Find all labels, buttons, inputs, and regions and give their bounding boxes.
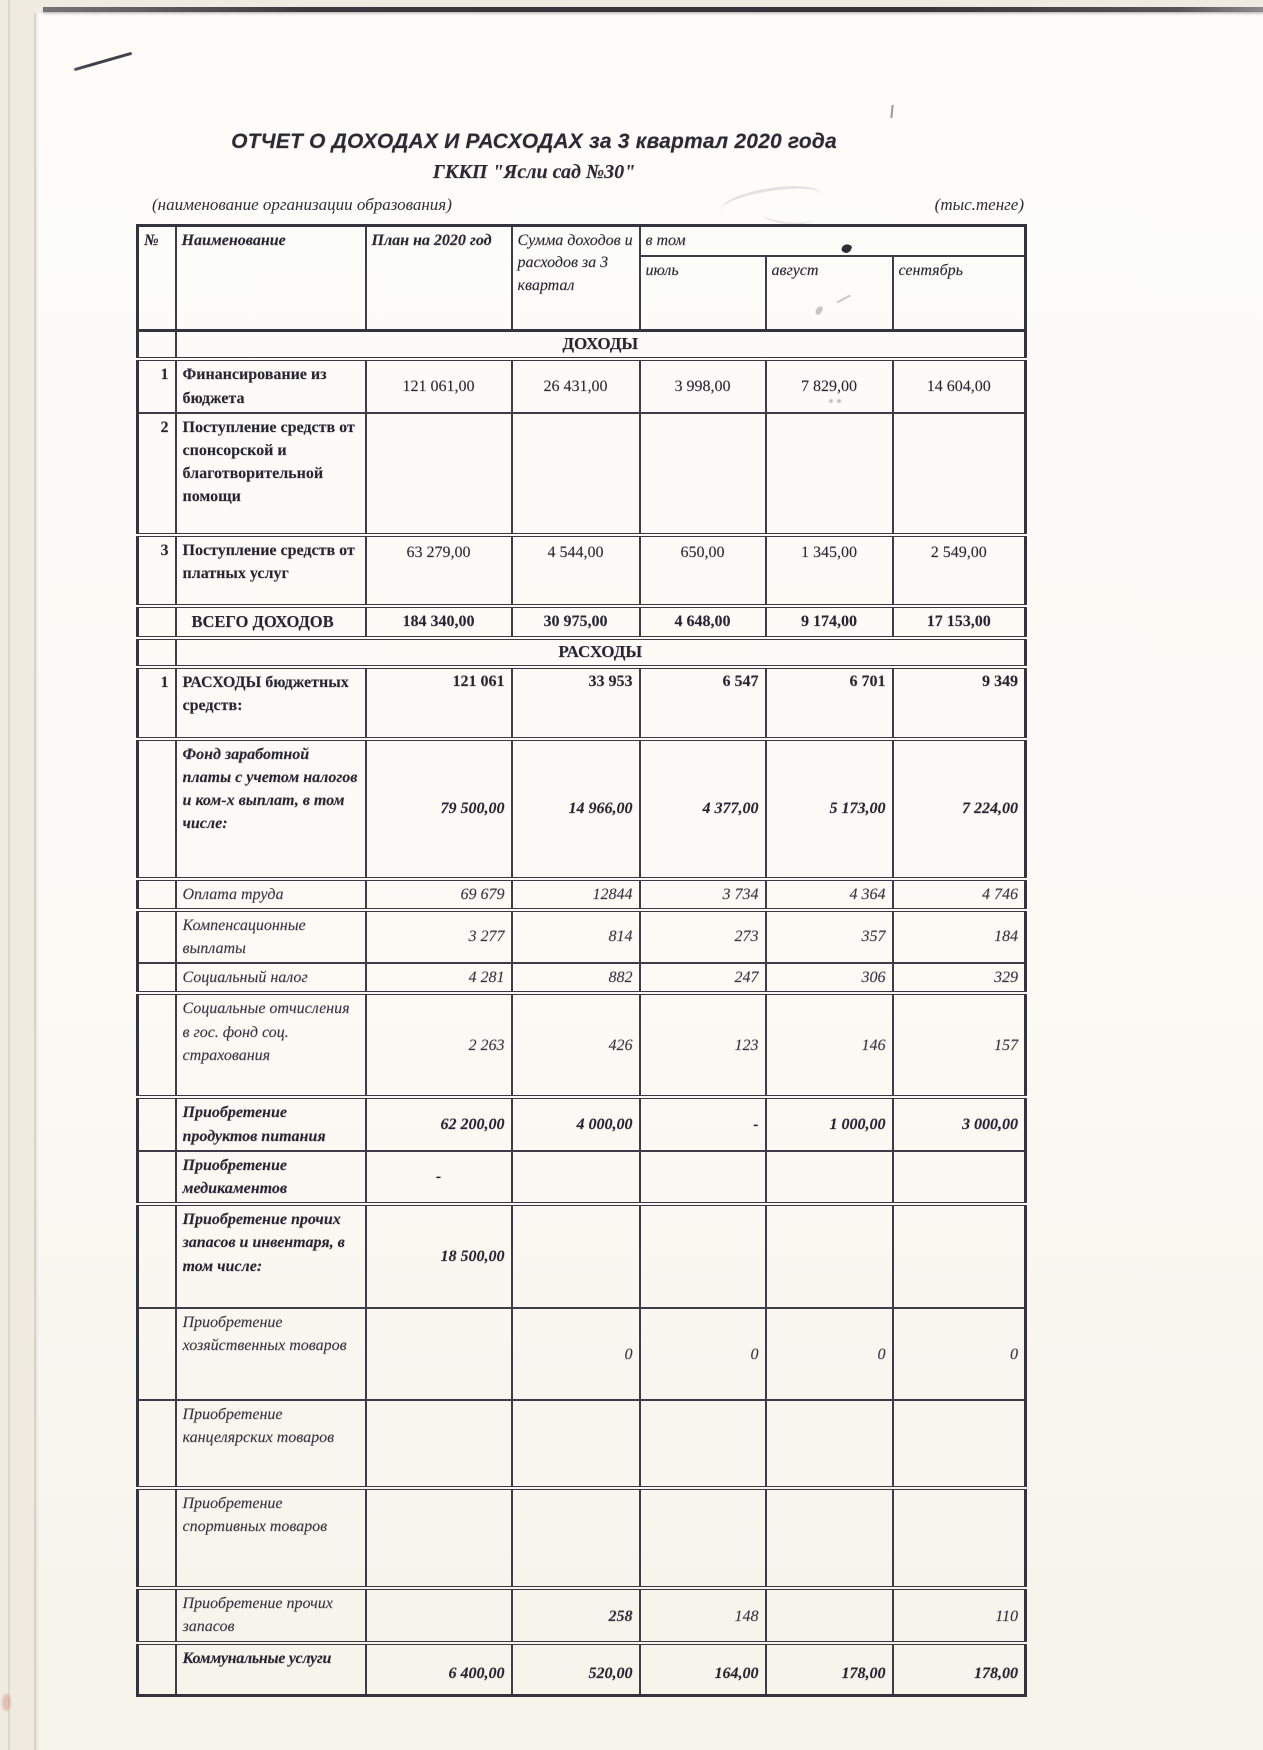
- cell-august: 1 000,00: [766, 1097, 893, 1150]
- cell-sum: 258: [512, 1588, 640, 1643]
- cell-august: 0: [766, 1308, 893, 1400]
- cell-num: [138, 879, 176, 910]
- cell-num: 1: [138, 359, 176, 412]
- cell-september: 17 153,00: [893, 606, 1026, 638]
- cell-num: [138, 1643, 176, 1695]
- org-caption: (наименование организации образования): [152, 195, 452, 214]
- cell-september: 329: [893, 963, 1026, 993]
- cell-num: [138, 1400, 176, 1488]
- cell-july: 3 734: [640, 879, 766, 910]
- cell-name: Приобретение спортивных товаров: [176, 1488, 366, 1588]
- cell-august: [766, 1204, 893, 1308]
- cell-plan: [366, 1488, 512, 1588]
- cell-september: 178,00: [893, 1643, 1026, 1695]
- cell-july: 247: [640, 963, 766, 993]
- cell-num: [138, 1204, 176, 1308]
- cell-september: 184: [893, 910, 1026, 963]
- cell-july: [640, 1400, 766, 1488]
- cell-sum: 4 000,00: [512, 1097, 640, 1150]
- cell-name: Приобретение медикаментов: [176, 1151, 366, 1204]
- cell-sum: 882: [512, 963, 640, 993]
- cell-july: 6 547: [640, 667, 766, 739]
- cell-num: [138, 1588, 176, 1643]
- page-title: ОТЧЕТ О ДОХОДАХ И РАСХОДАХ за 3 квартал 2020 года: [231, 130, 837, 153]
- cell-september: 157: [893, 993, 1026, 1097]
- cell-september: 14 604,00: [893, 359, 1026, 412]
- cell-name: Финансирование из бюджета: [176, 359, 366, 412]
- cell-august: 1 345,00: [766, 535, 893, 606]
- cell-num: [138, 606, 176, 638]
- cell-name: Социальные отчисления в гос. фонд соц. страхования: [176, 993, 366, 1097]
- cell-num: [138, 638, 176, 667]
- table-row: [138, 963, 1026, 993]
- cell-name: Приобретение прочих запасов и инвентаря, в том числе:: [176, 1204, 366, 1308]
- cell-plan: 121 061,00: [366, 359, 512, 412]
- cell-name: Поступление средств от платных услуг: [176, 535, 366, 606]
- cell-name: Приобретение хозяйственных товаров: [176, 1308, 366, 1400]
- cell-july: [640, 1204, 766, 1308]
- cell-sum: 30 975,00: [512, 606, 640, 638]
- cell-plan: -: [366, 1151, 512, 1204]
- cell-july: 3 998,00: [640, 359, 766, 412]
- organization-name: ГККП "Ясли сад №30": [432, 161, 636, 183]
- cell-sum: 520,00: [512, 1643, 640, 1695]
- cell-sum: [512, 1400, 640, 1488]
- cell-plan: 6 400,00: [366, 1643, 512, 1695]
- table-header-row: [138, 226, 1026, 257]
- cell-plan: 184 340,00: [366, 606, 512, 638]
- cell-august: [766, 1588, 893, 1643]
- cell-plan: 18 500,00: [366, 1204, 512, 1308]
- scan-margin-line: [8, 0, 10, 1750]
- header-month-august: август: [766, 256, 893, 330]
- cell-september: [893, 1151, 1026, 1204]
- cell-september: [893, 1488, 1026, 1588]
- header-sum: Сумма доходов и расходов за 3 квартал: [512, 226, 640, 331]
- cell-num: [138, 1151, 176, 1204]
- report-table: [136, 224, 1027, 1697]
- cell-plan: [366, 1588, 512, 1643]
- cell-name: Приобретение канцелярских товаров: [176, 1400, 366, 1488]
- cell-september: [893, 1204, 1026, 1308]
- header-name: Наименование: [176, 226, 366, 331]
- cell-august: 146: [766, 993, 893, 1097]
- cell-num: [138, 739, 176, 879]
- cell-july: 164,00: [640, 1643, 766, 1695]
- table-row: [138, 1588, 1026, 1643]
- cell-july: 650,00: [640, 535, 766, 606]
- cell-sum: 33 953: [512, 667, 640, 739]
- cell-name: Компенсационные выплаты: [176, 910, 366, 963]
- table-row: [138, 1151, 1026, 1204]
- cell-num: [138, 1308, 176, 1400]
- table-row: [138, 667, 1026, 739]
- cell-august: 357: [766, 910, 893, 963]
- cell-september: 3 000,00: [893, 1097, 1026, 1150]
- cell-august: 7 829,00: [766, 359, 893, 412]
- cell-july: 4 377,00: [640, 739, 766, 879]
- header-plan: План на 2020 год: [366, 226, 512, 331]
- cell-sum: [512, 1151, 640, 1204]
- cell-september: 0: [893, 1308, 1026, 1400]
- cell-name: Коммунальные услуги: [176, 1643, 366, 1695]
- cell-num: [138, 910, 176, 963]
- cell-sum: [512, 413, 640, 535]
- table-row: [138, 1308, 1026, 1400]
- cell-july: [640, 413, 766, 535]
- page-edge-shadow: [34, 13, 39, 1750]
- cell-july: -: [640, 1097, 766, 1150]
- cell-sum: 814: [512, 910, 640, 963]
- cell-sum: 4 544,00: [512, 535, 640, 606]
- table-row: [138, 1097, 1026, 1150]
- cell-july: [640, 1488, 766, 1588]
- header-month-july: июль: [640, 256, 766, 330]
- cell-august: 178,00: [766, 1643, 893, 1695]
- table-row: [138, 993, 1026, 1097]
- cell-september: 110: [893, 1588, 1026, 1643]
- cell-num: [138, 1097, 176, 1150]
- cell-name: РАСХОДЫ бюджетных средств:: [176, 667, 366, 739]
- cell-july: 4 648,00: [640, 606, 766, 638]
- cell-plan: 3 277: [366, 910, 512, 963]
- cell-august: 4 364: [766, 879, 893, 910]
- cell-plan: 2 263: [366, 993, 512, 1097]
- cell-name: Поступление средств от спонсорской и благотворительной помощи: [176, 413, 366, 535]
- cell-name: ВСЕГО ДОХОДОВ: [176, 606, 366, 638]
- cell-sum: 14 966,00: [512, 739, 640, 879]
- cell-num: 2: [138, 413, 176, 535]
- cell-num: [138, 1488, 176, 1588]
- units-caption: (тыс.тенге): [934, 195, 1024, 214]
- cell-plan: [366, 413, 512, 535]
- table-row: [138, 1643, 1026, 1695]
- header-month-september: сентябрь: [893, 256, 1026, 330]
- cell-september: [893, 1400, 1026, 1488]
- cell-num: [138, 993, 176, 1097]
- total-income-row: [138, 606, 1026, 638]
- cell-august: [766, 413, 893, 535]
- cell-july: [640, 1151, 766, 1204]
- table-row: [138, 910, 1026, 963]
- cell-plan: 4 281: [366, 963, 512, 993]
- cell-sum: 426: [512, 993, 640, 1097]
- cell-sum: 12844: [512, 879, 640, 910]
- cell-plan: 63 279,00: [366, 535, 512, 606]
- cell-name: Оплата труда: [176, 879, 366, 910]
- cell-september: 9 349: [893, 667, 1026, 739]
- cell-plan: 69 679: [366, 879, 512, 910]
- cell-august: [766, 1151, 893, 1204]
- table-row: [138, 739, 1026, 879]
- table-row: [138, 535, 1026, 606]
- cell-september: 2 549,00: [893, 535, 1026, 606]
- cell-august: 9 174,00: [766, 606, 893, 638]
- cell-plan: 121 061: [366, 667, 512, 739]
- cell-num: [138, 963, 176, 993]
- cell-august: [766, 1400, 893, 1488]
- cell-september: [893, 413, 1026, 535]
- table-row: [138, 413, 1026, 535]
- cell-plan: 79 500,00: [366, 739, 512, 879]
- cell-july: 0: [640, 1308, 766, 1400]
- table-row: [138, 1400, 1026, 1488]
- section-title: ДОХОДЫ: [176, 330, 1026, 359]
- cell-sum: 0: [512, 1308, 640, 1400]
- section-row-expenses: [138, 638, 1026, 667]
- cell-num: [138, 330, 176, 359]
- table-row: [138, 1488, 1026, 1588]
- cell-august: 6 701: [766, 667, 893, 739]
- cell-july: 273: [640, 910, 766, 963]
- table-row: [138, 359, 1026, 412]
- cell-august: 306: [766, 963, 893, 993]
- table-row: [138, 1204, 1026, 1308]
- cell-plan: [366, 1400, 512, 1488]
- cell-name: Приобретение прочих запасов: [176, 1588, 366, 1643]
- cell-num: 1: [138, 667, 176, 739]
- header-in-that: в том: [640, 226, 1026, 257]
- cell-name: Приобретение продуктов питания: [176, 1097, 366, 1150]
- cell-september: 7 224,00: [893, 739, 1026, 879]
- cell-july: 148: [640, 1588, 766, 1643]
- section-title: РАСХОДЫ: [176, 638, 1026, 667]
- cell-sum: [512, 1488, 640, 1588]
- table-row: [138, 879, 1026, 910]
- cell-name: Социальный налог: [176, 963, 366, 993]
- cell-sum: 26 431,00: [512, 359, 640, 412]
- cell-august: 5 173,00: [766, 739, 893, 879]
- cell-plan: 62 200,00: [366, 1097, 512, 1150]
- cell-sum: [512, 1204, 640, 1308]
- cell-name: Фонд заработной платы с учетом налогов и ком-х выплат, в том числе:: [176, 739, 366, 879]
- cell-july: 123: [640, 993, 766, 1097]
- caption-row: [136, 195, 1024, 215]
- header-num: №: [138, 226, 176, 331]
- section-row-income: [138, 330, 1026, 359]
- cell-september: 4 746: [893, 879, 1026, 910]
- cell-august: [766, 1488, 893, 1588]
- cell-plan: [366, 1308, 512, 1400]
- cell-num: 3: [138, 535, 176, 606]
